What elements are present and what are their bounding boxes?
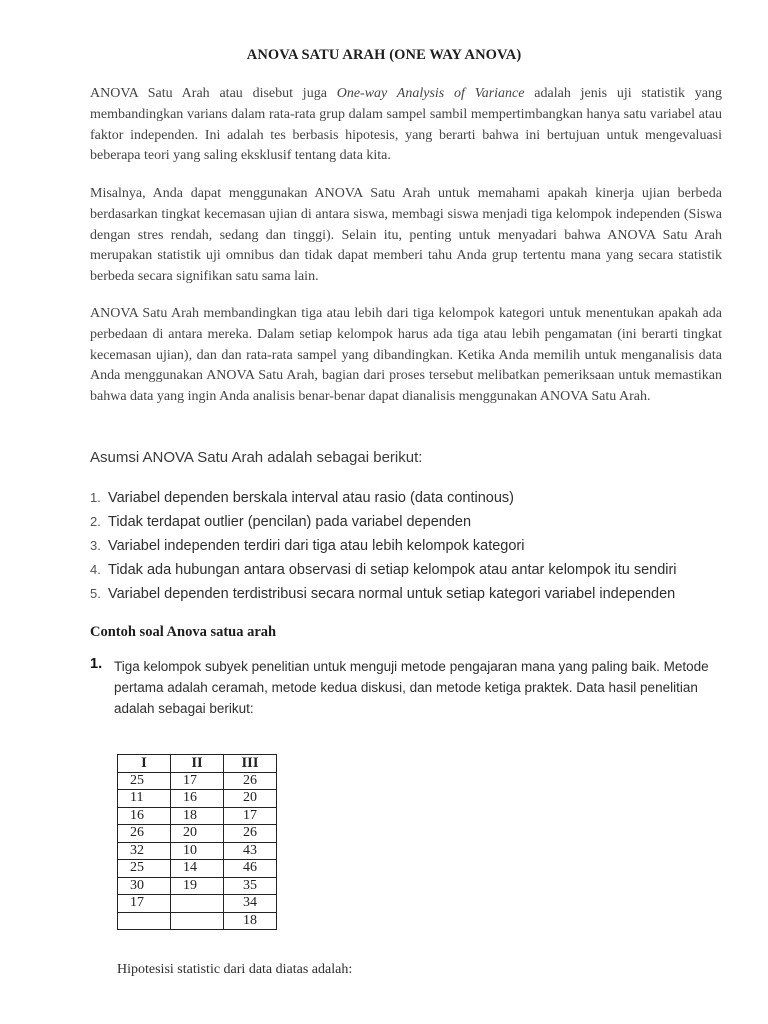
asumsi-item: [90, 510, 677, 534]
table-cell: 26: [224, 772, 277, 790]
asumsi-item: [90, 558, 677, 582]
table-row: [118, 790, 277, 808]
question-text: Tiga kelompok subyek penelitian untuk menguji metode pengajaran mana yang paling baik. Metode pertama adalah ceramah, metode kedua diskusi, dan metode ketiga praktek. Data hasil penelitian adalah sebagai berikut:: [114, 659, 709, 716]
table-cell: 16: [118, 807, 171, 825]
asumsi-item-number: 3.: [90, 538, 101, 553]
asumsi-item-text: Tidak ada hubungan antara observasi di setiap kelompok atau antar kelompok itu sendiri: [108, 562, 677, 578]
table-cell: [171, 895, 224, 913]
table-row: [118, 825, 277, 843]
hipotesis-text: Hipotesisi statistic dari data diatas adalah:: [117, 962, 353, 977]
table-cell: 19: [171, 877, 224, 895]
paragraph-intro-italic: One-way Analysis of Variance: [336, 86, 525, 101]
asumsi-item-text: Variabel dependen terdistribusi secara normal untuk setiap kategori variabel independen: [108, 586, 676, 602]
table-cell: 10: [171, 842, 224, 860]
table-row: [118, 895, 277, 913]
table-cell: 16: [171, 790, 224, 808]
table-cell: 25: [118, 860, 171, 878]
asumsi-list: [90, 486, 677, 606]
document-title: ANOVA SATU ARAH (ONE WAY ANOVA): [246, 47, 522, 63]
table-cell: 30: [118, 877, 171, 895]
asumsi-item-number: 4.: [90, 562, 101, 577]
table-cell: 20: [224, 790, 277, 808]
table-cell: 43: [224, 842, 277, 860]
asumsi-item: [90, 534, 677, 558]
table-cell: 17: [118, 895, 171, 913]
column-header: II: [171, 755, 224, 773]
table-cell: 18: [171, 807, 224, 825]
table-cell: 18: [224, 912, 277, 930]
asumsi-item-text: Variabel independen terdiri dari tiga atau lebih kelompok kategori: [108, 538, 525, 554]
table-cell: 26: [118, 825, 171, 843]
table-header-row: [118, 755, 277, 773]
paragraph-example: Misalnya, Anda dapat menggunakan ANOVA Satu Arah untuk memahami apakah kinerja ujian berbeda berdasarkan tingkat kecemasan ujian di antara siswa, membagi siswa menjadi tiga kelompok independen (Siswa dengan stres rendah, sedang dan tinggi). Selain itu, penting untuk menyadari bahwa ANOVA Satu Arah merupakan statistik uji omnibus dan tidak dapat memberi tahu Anda grup tertentu mana yang secara statistik berbeda secara signifikan satu sama lain.: [90, 186, 722, 285]
table-row: [118, 772, 277, 790]
table-row: [118, 860, 277, 878]
contoh-heading: Contoh soal Anova satua arah: [90, 624, 277, 640]
asumsi-item-text: Variabel dependen berskala interval atau rasio (data continous): [108, 490, 514, 506]
table-row: [118, 807, 277, 825]
paragraph-intro-start: ANOVA Satu Arah atau disebut juga: [90, 86, 337, 101]
table-cell: 17: [224, 807, 277, 825]
table-cell: 11: [118, 790, 171, 808]
table-cell: 32: [118, 842, 171, 860]
table-cell: 20: [171, 825, 224, 843]
paragraph-comparison: ANOVA Satu Arah membandingkan tiga atau lebih dari tiga kelompok kategori untuk menentukan apakah ada perbedaan di antara mereka. Dalam setiap kelompok harus ada tiga atau lebih pengamatan (ini berarti tingkat kecemasan ujian), dan dan rata-rata sampel yang dibandingkan. Ketika Anda memilih untuk menganalisis data Anda menggunakan ANOVA Satu Arah, bagian dari proses tersebut melibatkan pemeriksaan untuk memastikan bahwa data yang ingin Anda analisis benar-benar dapat dianalisis menggunakan ANOVA Satu Arah.: [90, 306, 722, 405]
table-cell: [118, 912, 171, 930]
asumsi-item-number: 2.: [90, 514, 101, 529]
table-cell: 35: [224, 877, 277, 895]
table-row: [118, 877, 277, 895]
table-cell: 26: [224, 825, 277, 843]
table-row: [118, 912, 277, 930]
column-header: III: [224, 755, 277, 773]
table-cell: 14: [171, 860, 224, 878]
table-cell: 17: [171, 772, 224, 790]
question-number: 1.: [90, 656, 103, 672]
table-cell: 46: [224, 860, 277, 878]
asumsi-item-text: Tidak terdapat outlier (pencilan) pada variabel dependen: [108, 514, 472, 530]
asumsi-item: [90, 486, 677, 510]
data-table: [117, 754, 277, 930]
paragraph-intro: [90, 84, 722, 167]
asumsi-item: [90, 582, 677, 606]
table-cell: 25: [118, 772, 171, 790]
asumsi-item-number: 1.: [90, 490, 101, 505]
table-cell: [171, 912, 224, 930]
asumsi-heading: Asumsi ANOVA Satu Arah adalah sebagai berikut:: [90, 449, 423, 466]
table-cell: 34: [224, 895, 277, 913]
table-row: [118, 842, 277, 860]
asumsi-item-number: 5.: [90, 586, 101, 601]
column-header: I: [118, 755, 171, 773]
paragraph-intro-end: adalah jenis uji statistik yang membandingkan varians dalam rata-rata grup dalam sampel sambil mempertimbangkan hanya satu variabel atau faktor independen. Ini adalah tes berbasis hipotesis, yang berarti bahwa ini bertujuan untuk mengevaluasi beberapa teori yang saling eksklusif tentang data kita.: [90, 86, 722, 164]
